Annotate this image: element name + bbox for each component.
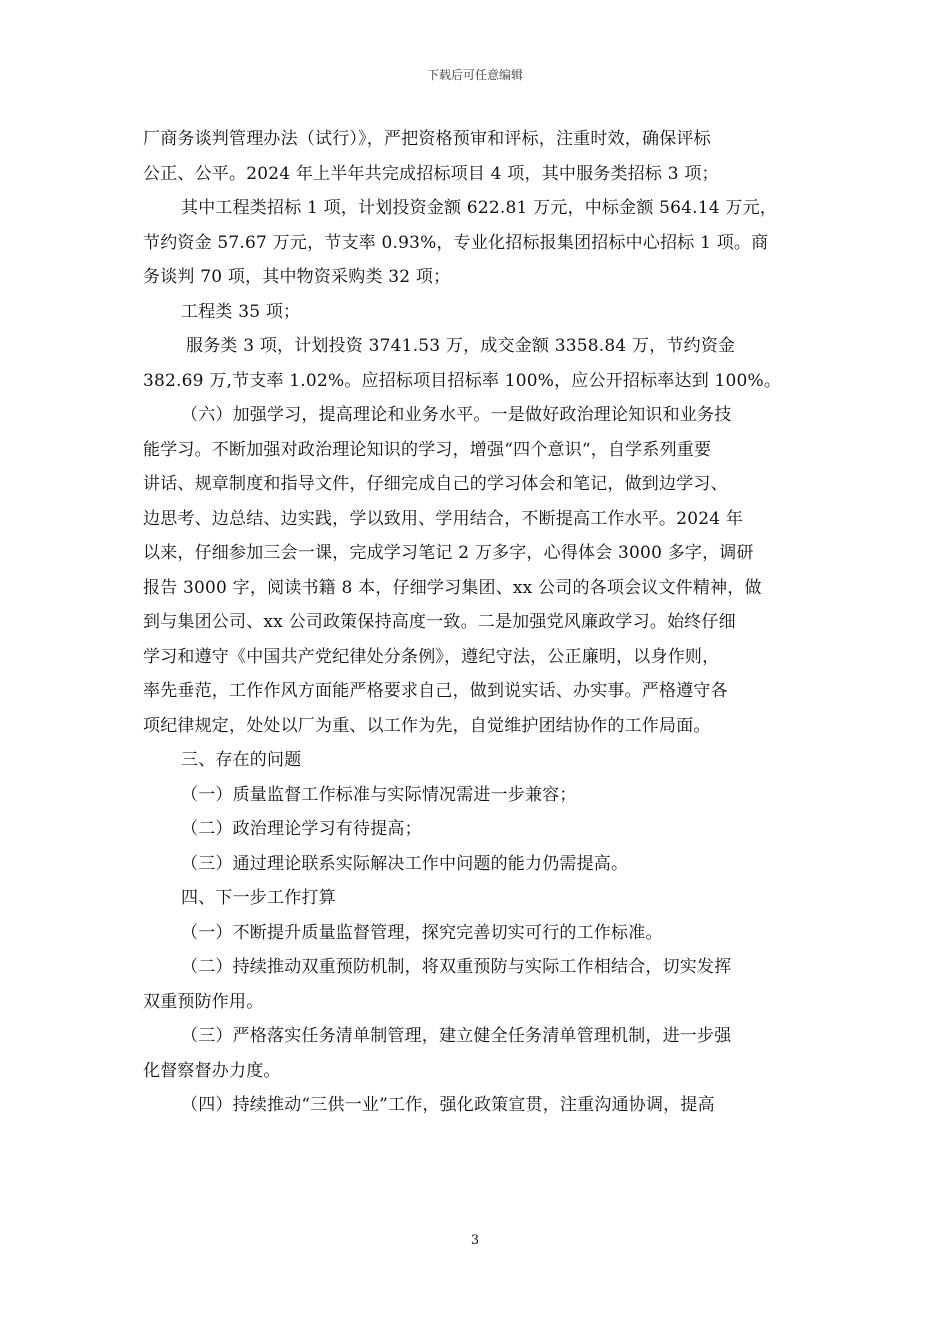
section-heading: 三、存在的问题	[181, 750, 302, 770]
body-text	[143, 122, 813, 1123]
text-line: 边思考、边总结、边实践，学以致用、学用结合，不断提高工作水平。2024 年	[143, 508, 744, 529]
text-line: 报告 3000 字，阅读书籍 8 本，仔细学习集团、xx 公司的各项会议文件精神，做	[143, 577, 762, 598]
text-line: 其中工程类招标 1 项，计划投资金额 622.81 万元，中标金额 564.14 万元，	[181, 198, 778, 218]
text-line: （二）政治理论学习有待提高；	[181, 819, 422, 839]
text-line: 服务类 3 项，计划投资 3741.53 万，成交金额 3358.84 万，节约资金	[186, 336, 736, 356]
text-line: 学习和遵守《中国共产党纪律处分条例》，遵纪守法，公正廉明，以身作则，	[143, 646, 720, 667]
page-header: 下载后可任意编辑	[426, 68, 523, 82]
text-line: 务谈判 70 项，其中物资采购类 32 项；	[143, 267, 451, 287]
page-number: 3	[470, 1233, 480, 1248]
text-line: 率先垂范，工作作风方面能严格要求自己，做到说实话、办实事。严格遵守各	[143, 681, 728, 701]
text-line: （三）通过理论联系实际解决工作中问题的能力仍需提高。	[181, 853, 629, 874]
text-line: （一）质量监督工作标准与实际情况需进一步兼容；	[181, 784, 577, 805]
text-line: 化督察督办力度。	[143, 1060, 281, 1081]
text-line: 讲话、规章制度和指导文件，仔细完成自己的学习体会和笔记，做到边学习、	[143, 474, 728, 494]
text-line: （四）持续推动“三供一业”工作，强化政策宣贯，注重沟通协调，提高	[181, 1095, 715, 1115]
text-line: 能学习。不断加强对政治理论知识的学习，增强“四个意识“，自学系列重要	[143, 439, 712, 460]
text-line: 公正、公平。2024 年上半年共完成招标项目 4 项，其中服务类招标 3 项；	[143, 163, 719, 184]
text-line: （二）持续推动双重预防机制，将双重预防与实际工作相结合，切实发挥	[181, 957, 732, 977]
text-line: 双重预防作用。	[143, 991, 264, 1012]
text-line: 厂商务谈判管理办法（试行）》，严把资格预审和评标，注重时效，确保评标	[143, 129, 711, 149]
text-line: 项纪律规定，处处以厂为重、以工作为先，自觉维护团结协作的工作局面。	[143, 715, 711, 736]
text-line: 以来，仔细参加三会一课，完成学习笔记 2 万多字，心得体会 3000 多字，调研	[143, 543, 754, 563]
text-line: 382.69 万,节支率 1.02%。应招标项目招标率 100%，应公开招标率达到 100%。	[143, 370, 782, 391]
text-line: 工程类 35 项；	[181, 301, 301, 322]
text-line: （一）不断提升质量监督管理，探究完善切实可行的工作标准。	[181, 922, 663, 943]
text-line: 节约资金 57.67 万元，节支率 0.93%，专业化招标报集团招标中心招标 1 项。商	[143, 232, 769, 253]
section-heading: 四、下一步工作打算	[181, 888, 336, 908]
text-line: （六）加强学习，提高理论和业务水平。一是做好政治理论知识和业务技	[181, 405, 732, 425]
text-line: （三）严格落实任务清单制管理，建立健全任务清单管理机制，进一步强	[181, 1026, 732, 1046]
text-line: 到与集团公司、xx 公司政策保持高度一致。二是加强党风廉政学习。始终仔细	[143, 612, 736, 632]
